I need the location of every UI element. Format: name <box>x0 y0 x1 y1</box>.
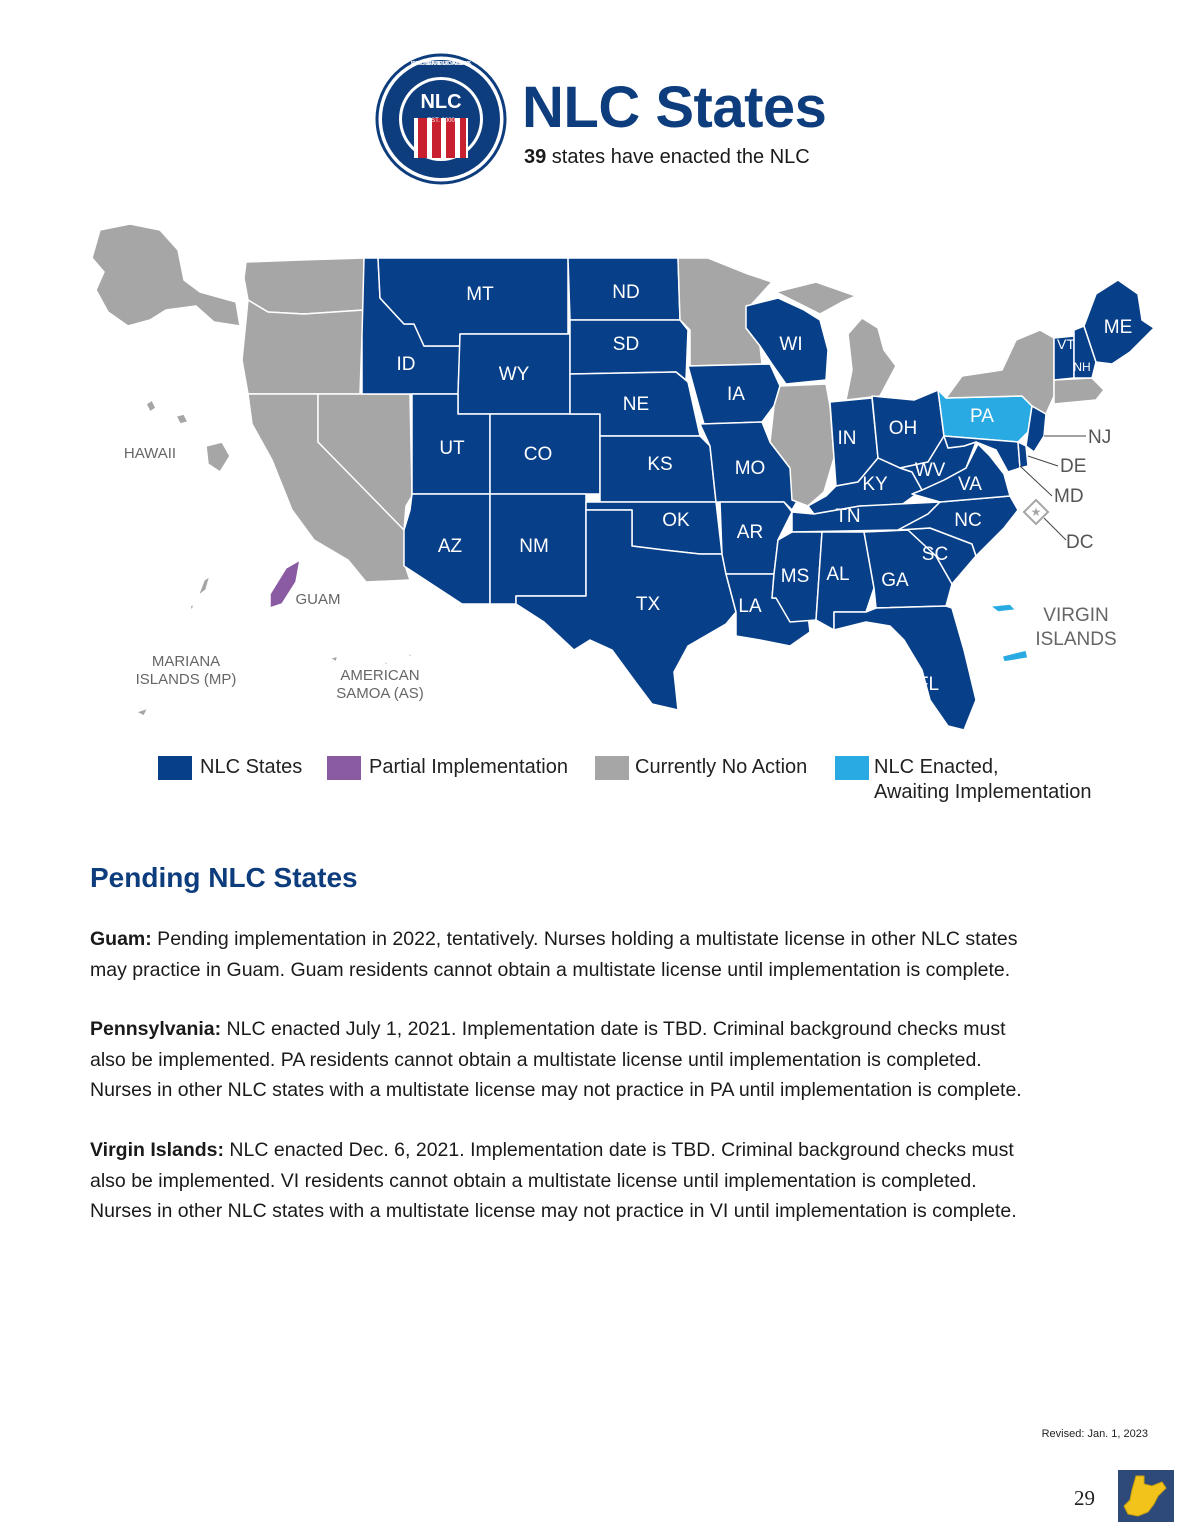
label-samoa-1: AMERICAN <box>340 667 420 684</box>
pending-guam <box>90 924 1110 985</box>
label-ky: KY <box>862 474 888 495</box>
pending-guam-name: Guam: <box>90 928 152 950</box>
page-title: NLC States <box>522 75 827 140</box>
legend-label-partial: Partial Implementation <box>369 756 568 778</box>
label-mo: MO <box>734 458 766 479</box>
label-dc: DC <box>1066 532 1094 553</box>
legend-label-enacted-line1: NLC Enacted, <box>874 756 999 778</box>
label-id: ID <box>396 354 416 375</box>
svg-text:INTERSTATE COMMISSION OF NURSE: INTERSTATE COMMISSION OF NURSE LICENSURE COMPACT ADMINISTRATORS <box>410 61 472 67</box>
label-de: DE <box>1060 456 1087 477</box>
pending-vi-text: NLC enacted Dec. 6, 2021. Implementation date is TBD. Criminal background checks must <box>224 1139 1014 1161</box>
label-co: CO <box>523 444 553 465</box>
page-number: 29 <box>1074 1486 1095 1510</box>
pending-section-title: Pending NLC States <box>90 862 358 893</box>
nlc-seal-logo <box>374 52 508 186</box>
legend-swatch-nlc <box>158 756 192 780</box>
label-guam: GUAM <box>295 591 341 608</box>
state-count: 39 <box>524 146 547 168</box>
label-tn: TN <box>835 506 861 527</box>
label-nc: NC <box>954 510 982 531</box>
label-ms: MS <box>780 566 810 587</box>
legend-label-enacted-line2: Awaiting Implementation <box>874 781 1092 803</box>
west-virginia-icon <box>1118 1470 1174 1522</box>
label-tx: TX <box>635 594 661 615</box>
pending-guam-line2: may practice in Guam. Guam residents cannot obtain a multistate license until implementation is complete. <box>90 958 1011 981</box>
label-nh: NH <box>1073 360 1091 374</box>
label-ut: UT <box>439 438 465 459</box>
label-ga: GA <box>881 570 909 591</box>
label-hawaii: HAWAII <box>123 445 177 462</box>
state-wa <box>244 258 364 314</box>
label-pa: PA <box>970 406 994 427</box>
label-nj: NJ <box>1088 427 1112 448</box>
label-al: AL <box>826 564 850 585</box>
svg-text:EST. 2000: EST. 2000 <box>427 118 455 124</box>
legend-label-none: Currently No Action <box>635 756 808 778</box>
state-ma <box>1054 378 1104 404</box>
label-ks: KS <box>647 454 673 475</box>
svg-text:★: ★ <box>1030 505 1042 519</box>
label-vt: VT <box>1057 336 1075 352</box>
label-samoa-2: SAMOA (AS) <box>336 685 424 702</box>
label-va: VA <box>958 474 982 495</box>
label-la: LA <box>738 596 762 617</box>
pending-pa-line3: Nurses in other NLC states with a multistate license may not practice in PA until implementation is complete. <box>90 1079 1022 1101</box>
label-fl: FL <box>916 674 940 695</box>
label-sd: SD <box>612 334 640 355</box>
state-or <box>242 300 364 394</box>
label-ar: AR <box>736 522 764 543</box>
label-mariana-2: ISLANDS (MP) <box>135 671 237 688</box>
svg-text:NLC: NLC <box>420 91 462 113</box>
label-ne: NE <box>622 394 650 415</box>
state-ak <box>92 224 240 326</box>
label-mt: MT <box>466 284 494 305</box>
label-mariana-1: MARIANA <box>151 653 221 670</box>
state-fl <box>834 606 976 730</box>
label-sc: SC <box>921 544 949 565</box>
label-vi-1: VIRGIN <box>1043 605 1109 626</box>
pending-pa-line2: also be implemented. PA residents cannot obtain a multistate license until implementation is completed. <box>90 1048 982 1071</box>
legend-label-enacted <box>874 756 1092 804</box>
pending-pa-line1 <box>90 1014 1110 1045</box>
subtitle-text: states have enacted the NLC <box>546 146 810 168</box>
pending-vi-name: Virgin Islands: <box>90 1139 225 1161</box>
label-me: ME <box>1103 317 1133 338</box>
label-ok: OK <box>662 510 690 531</box>
dc-marker <box>1024 500 1048 524</box>
legend-label-nlc: NLC States <box>200 756 303 778</box>
legend-swatch-none <box>595 756 629 780</box>
label-az: AZ <box>437 536 463 557</box>
label-ia: IA <box>727 384 745 405</box>
page-subtitle <box>524 146 810 169</box>
pending-guam-text: Pending implementation in 2022, tentatively. Nurses holding a multistate license in other NLC states <box>151 928 1018 950</box>
label-wy: WY <box>498 364 530 385</box>
label-vi-2: ISLANDS <box>1035 629 1117 650</box>
label-oh: OH <box>888 418 918 439</box>
revised-date: Revised: Jan. 1, 2023 <box>1041 1428 1148 1440</box>
label-wv: WV <box>914 460 946 481</box>
label-nm: NM <box>519 536 549 557</box>
territory-vi <box>990 604 1028 662</box>
label-md: MD <box>1054 486 1084 507</box>
pending-pa-text: NLC enacted July 1, 2021. Implementation date is TBD. Criminal background checks must <box>221 1018 1006 1040</box>
territory-mariana <box>136 576 210 716</box>
pending-vi-line2: also be implemented. VI residents cannot obtain a multistate license until implementation is completed. <box>90 1169 977 1192</box>
pending-pennsylvania <box>90 1014 1110 1106</box>
pending-vi-line3: Nurses in other NLC states with a multistate license may not practice in VI until implementation is complete. <box>90 1200 1017 1222</box>
label-wi: WI <box>779 334 803 355</box>
legend-swatch-partial <box>327 756 361 780</box>
label-in: IN <box>837 428 857 449</box>
territory-samoa <box>330 654 412 666</box>
pending-guam-line1 <box>90 924 1110 955</box>
label-nd: ND <box>612 282 640 303</box>
pending-virgin-islands <box>90 1135 1110 1227</box>
pending-pa-name: Pennsylvania: <box>90 1018 222 1040</box>
us-nlc-map <box>0 210 1200 750</box>
legend-swatch-enacted <box>835 756 869 780</box>
pending-vi-line1 <box>90 1135 1110 1166</box>
